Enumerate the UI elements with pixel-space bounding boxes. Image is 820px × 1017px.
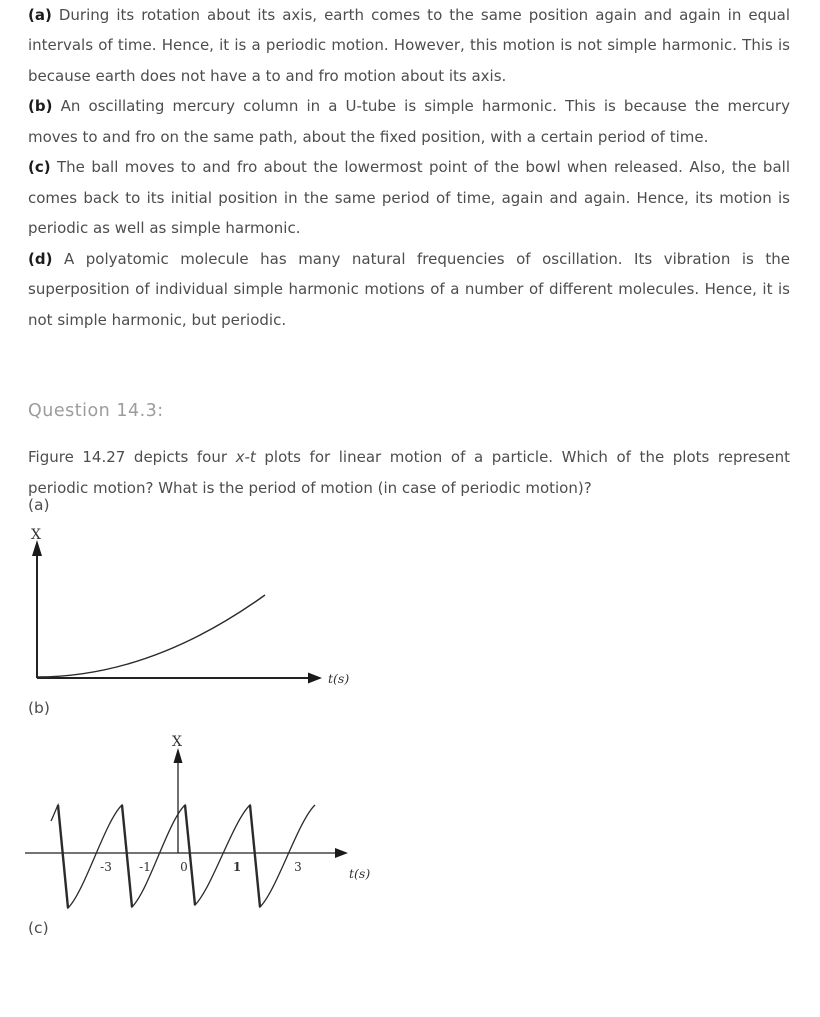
answer-paragraph-a: [28, 0, 790, 91]
plot-b-wave-falling-strokes: [58, 805, 260, 908]
question-text: [28, 442, 790, 504]
answer-text-d: A polyatomic molecule has many natural frequencies of oscillation. Its vibration is the superposition of individual simple harmonic motions of a number of different molecules. Hence, it is not simple harmonic, but periodic.: [28, 249, 790, 329]
plot-b-x-axis-label: t(s): [349, 866, 371, 881]
answer-text-c: The ball moves to and fro about the lowermost point of the bowl when released. Also, the ball comes back to its initial position in the same period of time, again and again. Hence, its motion is periodic as well as simple harmonic.: [28, 158, 790, 238]
answer-text-a: During its rotation about its axis, earth comes to the same position again and again in equal intervals of time. Hence, it is a periodic motion. However, this motion is not simple harmonic. This is because earth does not have a to and fro motion about its axis.: [28, 6, 790, 85]
plot-a: [25, 518, 385, 698]
question-heading: Question 14.3:: [28, 401, 164, 421]
plot-a-x-axis-label: t(s): [328, 671, 350, 686]
answer-paragraph-c: [28, 152, 790, 243]
answer-text-b: An oscillating mercury column in a U-tube is simple harmonic. This is because the mercury moves to and fro on the same path, about the fixed position, with a certain period of time.: [28, 97, 790, 146]
plot-a-svg: [25, 518, 385, 698]
answer-marker-b: (b): [28, 97, 53, 116]
answer-marker-a: (a): [28, 6, 52, 24]
plot-a-y-axis-label: X: [31, 527, 41, 543]
answer-marker-d: (d): [28, 249, 53, 268]
question-text-before: Figure 14.27 depicts four: [28, 448, 236, 466]
figure-label-b: (b): [28, 699, 50, 717]
plot-b-x-axis-arrowhead-icon: [335, 848, 348, 858]
figure-label-a: (a): [28, 496, 50, 514]
plot-b-tick-label-3: 3: [294, 860, 302, 874]
plot-a-curve: [37, 595, 265, 677]
plot-b-tick-label-1: 1: [232, 860, 242, 874]
plot-b-wave: [51, 805, 315, 908]
answer-paragraph-d: [28, 244, 790, 335]
plot-b-tick-label-neg1: -1: [139, 860, 151, 874]
answer-paragraph-b: [28, 91, 790, 152]
plot-b-y-axis-label: X: [172, 734, 182, 750]
plot-a-x-axis-arrowhead-icon: [308, 673, 322, 684]
plot-b-tick-label-0: 0: [180, 860, 188, 874]
question-text-italic: x-t: [235, 448, 256, 466]
plot-b-tick-label-neg3: -3: [100, 860, 112, 874]
question-text-after: plots for linear motion of a particle. Which of the plots represent periodic motion? What is the period of motion (in case of periodic motion)?: [28, 448, 791, 497]
plot-b-y-axis-arrowhead-icon: [174, 748, 183, 763]
figure-label-c: (c): [28, 919, 49, 937]
answer-marker-c: (c): [28, 158, 51, 177]
plot-b: [15, 725, 410, 920]
plot-b-svg: [15, 725, 410, 920]
answer-section: [28, 0, 790, 335]
